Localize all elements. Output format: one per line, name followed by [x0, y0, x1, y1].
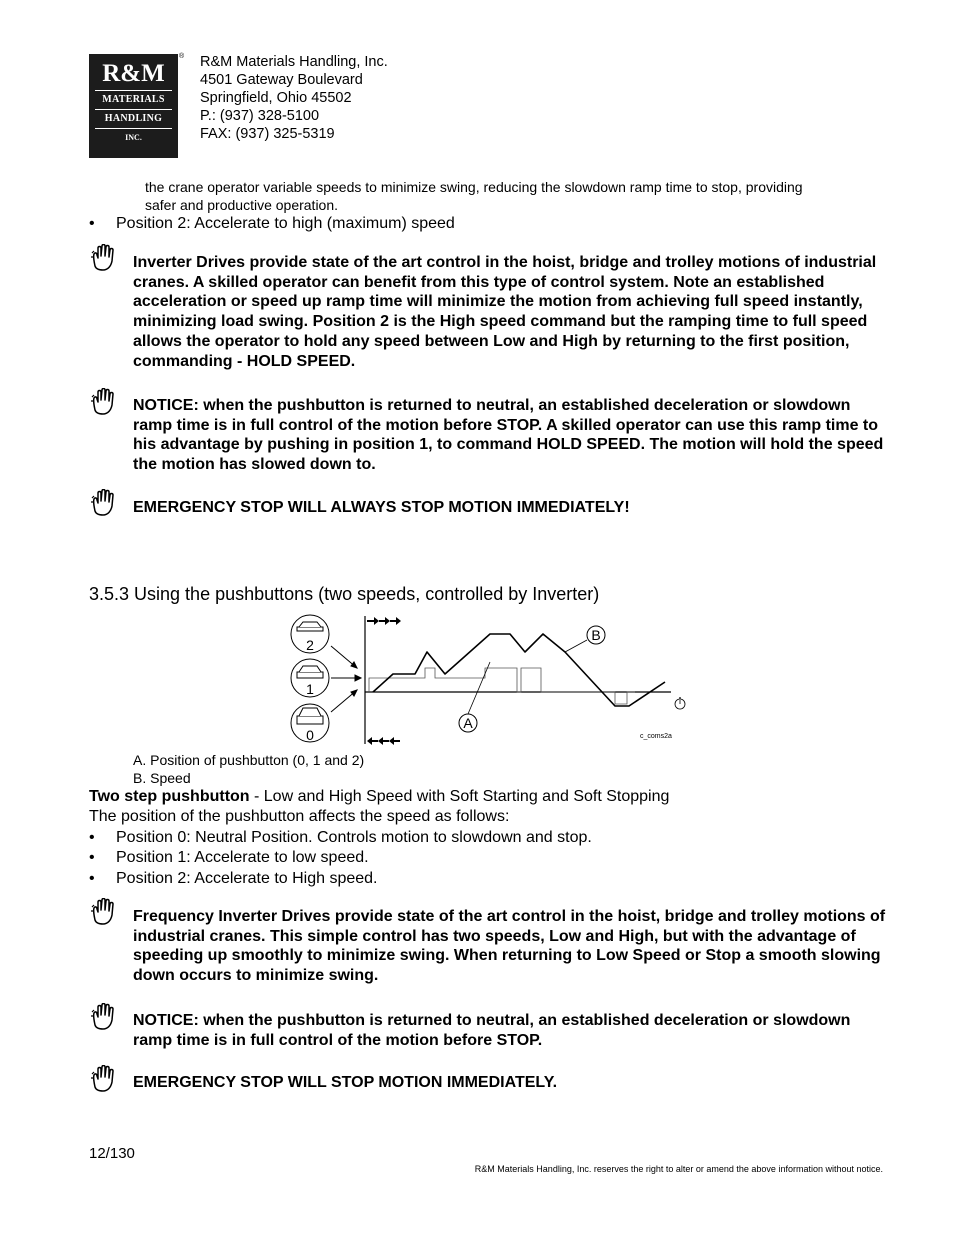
registered-mark: ® — [179, 53, 185, 60]
callout-leader — [468, 662, 490, 714]
bullet-icon: • — [89, 829, 95, 846]
list-item — [89, 848, 789, 868]
address-line: P.: (937) 328-5100 — [200, 108, 320, 124]
hand-icon — [88, 1065, 118, 1093]
hand-icon — [88, 489, 118, 517]
footer-disclaimer: R&M Materials Handling, Inc. reserves the right to alter or amend the above information without notice. — [474, 1164, 883, 1174]
hand-icon — [88, 1003, 118, 1031]
speed-curve — [373, 634, 665, 706]
list-item-text: Position 0: Neutral Position. Controls motion to slowdown and stop. — [116, 829, 592, 846]
two-step-bold: Two step pushbutton — [89, 788, 250, 805]
pushbutton-1-icon — [291, 659, 329, 697]
notice-paragraph: NOTICE: when the pushbutton is returned to neutral, an established deceleration or slowdown ramp time is in full control of the motion before STOP. — [133, 1012, 851, 1049]
address-line: FAX: (937) 325-5319 — [200, 126, 335, 142]
page-number: 12/130 — [89, 1145, 135, 1162]
address-line: R&M Materials Handling, Inc. — [200, 54, 388, 70]
company-address — [200, 53, 388, 143]
list-item-text: Position 2: Accelerate to High speed. — [116, 870, 378, 887]
button-label: 2 — [306, 637, 314, 653]
address-line: 4501 Gateway Boulevard — [200, 72, 363, 88]
callout-leader — [565, 640, 587, 652]
emergency-notice: EMERGENCY STOP WILL STOP MOTION IMMEDIATELY. — [133, 1074, 558, 1091]
logo-text: MATERIALS — [102, 94, 165, 105]
list-item-text: Position 2: Accelerate to high (maximum) speed — [116, 215, 455, 232]
legend-item: B. Speed — [133, 770, 191, 786]
hand-icon — [88, 244, 118, 272]
intro-text: The position of the pushbutton affects the speed as follows: — [89, 808, 510, 825]
notice-paragraph: Frequency Inverter Drives provide state of the art control in the hoist, bridge and trolley motions of industrial cranes. This simple control has two speeds, Low and High, but with the advantage of speeding up smoothly to minimize swing. When returning to Low Speed or Stop a smooth slowing down occurs to minimize swing. — [133, 908, 886, 985]
pointer-arrows — [331, 646, 361, 712]
list-item-text: Position 1: Accelerate to low speed. — [116, 849, 369, 866]
logo-text: R&M — [102, 60, 165, 87]
bullet-icon: • — [89, 215, 95, 232]
forward-arrows-icon — [367, 617, 401, 625]
figure-code: c_coms2a — [640, 733, 672, 740]
paragraph-line: safer and productive operation. — [145, 197, 339, 213]
bullet-icon: • — [89, 849, 95, 866]
two-step-title — [89, 787, 669, 807]
hand-icon — [88, 898, 118, 926]
paragraph-line: the crane operator variable speeds to minimize swing, reducing the slowdown ramp time to stop, providing — [145, 179, 803, 195]
pushbutton-2-icon — [291, 615, 329, 653]
notice-paragraph: NOTICE: when the pushbutton is returned to neutral, an established deceleration or slowdown ramp time is in full control of the motion before STOP. A skilled operator can use this ramp time to his advantage by pushing in position 1, to command HOLD SPEED. The motion will hold the speed the motion has slowed down to. — [133, 397, 884, 474]
company-logo — [89, 54, 178, 158]
logo-text: HANDLING — [104, 113, 163, 124]
emergency-notice: EMERGENCY STOP WILL ALWAYS STOP MOTION IMMEDIATELY! — [133, 499, 630, 516]
legend-item: A. Position of pushbutton (0, 1 and 2) — [133, 752, 365, 768]
clock-icon — [675, 697, 685, 709]
callout-b-label: B — [591, 627, 601, 643]
figure-legend — [133, 751, 364, 787]
callout-a-label: A — [463, 715, 473, 731]
section-heading: 3.5.3 Using the pushbuttons (two speeds, controlled by Inverter) — [89, 584, 600, 604]
list-item — [89, 828, 789, 848]
hand-icon — [88, 388, 118, 416]
list-item — [89, 214, 789, 234]
bullet-icon: • — [89, 870, 95, 887]
reverse-arrows-icon — [367, 737, 400, 745]
two-step-rest: - Low and High Speed with Soft Starting and Soft Stopping — [249, 788, 670, 805]
logo-text: INC. — [125, 133, 142, 142]
pushbutton-0-icon — [291, 704, 329, 743]
notice-paragraph: Inverter Drives provide state of the art control in the hoist, bridge and trolley motions of industrial cranes. A skilled operator can benefit from this type of control system. Note an established acceleration or speed up ramp time will minimize the motion from achieving full speed instantly, minimizing load swing. Position 2 is the High speed command but the ramping time to full speed allows the operator to hold any speed between Low and High by returning to the first position, commanding - HOLD SPEED. — [133, 254, 877, 370]
speed-diagram — [285, 612, 695, 752]
button-label: 1 — [306, 681, 314, 697]
address-line: Springfield, Ohio 45502 — [200, 90, 352, 106]
button-label: 0 — [306, 727, 314, 743]
continued-paragraph — [145, 178, 803, 214]
list-item — [89, 869, 789, 889]
